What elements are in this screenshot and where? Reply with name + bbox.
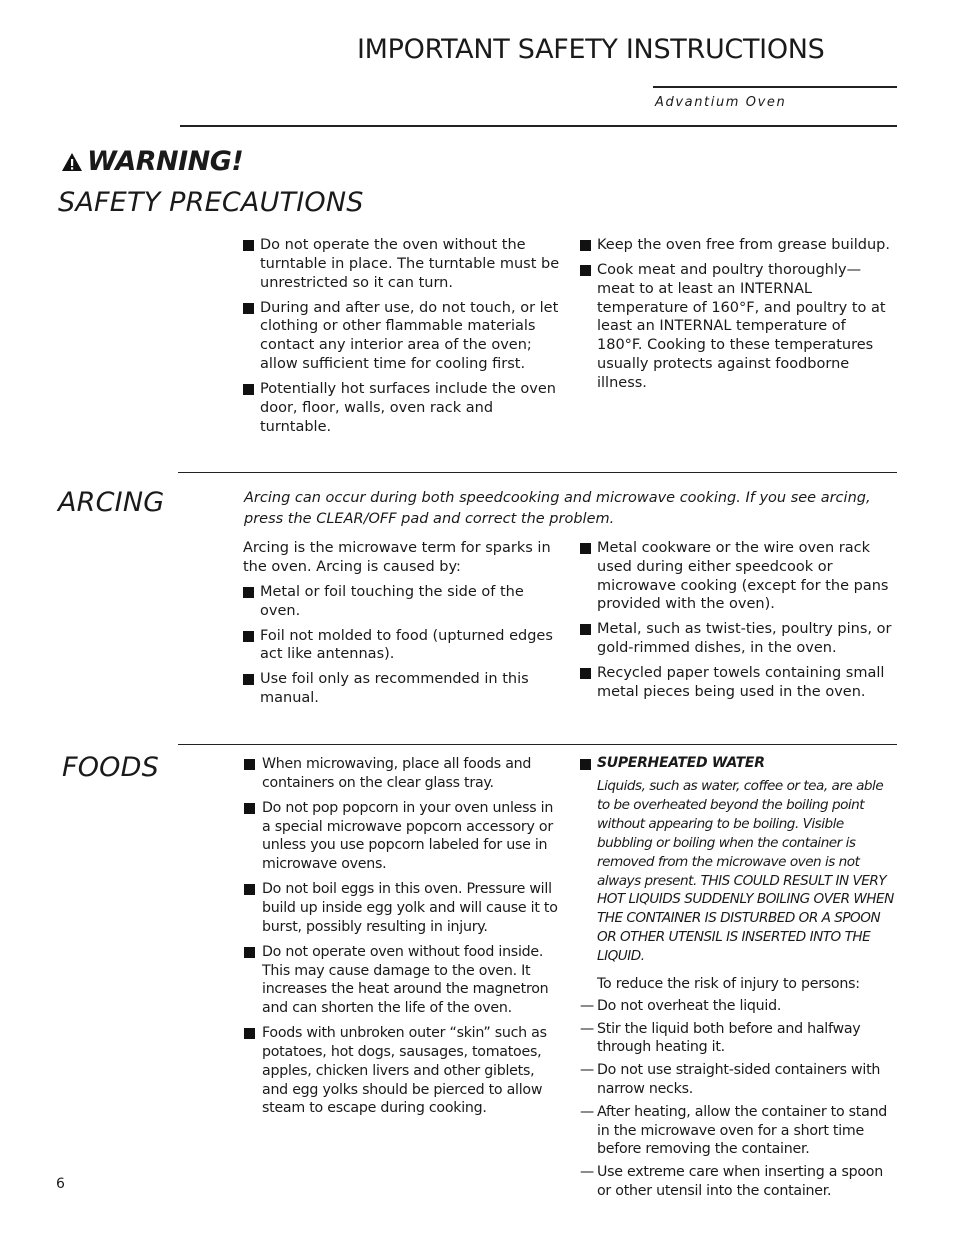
bullet-square-icon	[580, 543, 591, 554]
list-item	[580, 261, 892, 393]
dash-list-item	[580, 1061, 898, 1099]
dash-list-item	[580, 1020, 898, 1058]
list-item-text: Metal, such as twist-ties, poultry pins, or gold-rimmed dishes, in the oven.	[597, 621, 892, 657]
arcing-heading: ARCING	[58, 487, 165, 518]
list-item-text: Recycled paper towels containing small metal pieces being used in the oven.	[597, 665, 885, 700]
list-item-text: Foods with unbroken outer “skin” such as potatoes, hot dogs, sausages, tomatoes, apples, chicken livers and other giblets, and egg yolks should be pierced to allow steam to escape during cooking.	[262, 1025, 547, 1117]
dash-item-text: Do not overheat the liquid.	[597, 997, 782, 1014]
list-item-text: Metal or foil touching the side of the oven.	[260, 583, 524, 619]
dash-list-item	[580, 1103, 898, 1159]
dash-marker: —	[580, 1164, 594, 1181]
list-item	[580, 664, 892, 702]
list-item	[243, 670, 565, 708]
product-subtitle: Advantium Oven	[655, 95, 787, 110]
list-item-text: During and after use, do not touch, or let clothing or other flammable materials contact any interior area of the oven; allow sufficient time for cooling first.	[260, 299, 559, 372]
arcing-right-column	[580, 539, 892, 708]
list-item-text: Potentially hot surfaces include the oven door, floor, walls, oven rack and turntable.	[260, 380, 556, 435]
dash-marker: —	[580, 1103, 594, 1120]
list-item-text: Cook meat and poultry thoroughly—meat to at least an INTERNAL temperature of 160°F, and poultry to at least an INTERNAL temperature of 180°F. Cooking to these temperatures usually protects against foodborne illness.	[597, 261, 886, 391]
list-item	[580, 539, 892, 614]
foods-left-column	[244, 755, 562, 1124]
safety-left-list	[243, 236, 565, 436]
list-item-text: Foil not molded to food (upturned edges act like antennas).	[260, 627, 553, 663]
arcing-left-list	[243, 583, 565, 708]
bullet-square-icon	[243, 384, 254, 395]
list-item	[244, 880, 562, 936]
warning-triangle-icon	[61, 152, 83, 172]
foods-divider	[178, 744, 897, 745]
bullet-square-icon	[243, 240, 254, 251]
bullet-square-icon	[244, 803, 255, 814]
list-item	[580, 236, 892, 255]
bullet-square-icon	[243, 631, 254, 642]
arcing-divider	[178, 472, 897, 473]
superheated-water-column	[580, 755, 898, 1205]
bullet-square-icon	[244, 759, 255, 770]
bullet-square-icon	[580, 240, 591, 251]
bullet-square-icon	[580, 759, 591, 770]
bullet-square-icon	[243, 674, 254, 685]
list-item	[580, 620, 892, 658]
list-item	[244, 1024, 562, 1118]
list-item-text: Do not operate the oven without the turntable in place. The turntable must be unrestricted so it can turn.	[260, 237, 560, 291]
arcing-lead: Arcing is the microwave term for sparks in the oven. Arcing is caused by:	[243, 540, 551, 575]
list-item-text: Metal cookware or the wire oven rack used during either speedcook or microwave cooking (except for the pans provided with the oven).	[597, 540, 889, 613]
bullet-square-icon	[244, 1028, 255, 1039]
list-item	[243, 627, 565, 665]
dash-marker: —	[580, 1020, 594, 1037]
safety-right-column	[580, 236, 892, 399]
warning-text: WARNING!	[87, 146, 244, 177]
dash-list-item	[580, 1163, 898, 1201]
dash-item-text: Use extreme care when inserting a spoon or other utensil into the container.	[597, 1164, 883, 1200]
arcing-intro: Arcing can occur during both speedcooking and microwave cooking. If you see arcing, press the CLEAR/OFF pad and correct the problem.	[244, 490, 871, 527]
safety-precautions-heading: SAFETY PRECAUTIONS	[58, 187, 364, 218]
bullet-square-icon	[580, 265, 591, 276]
list-item-text: Do not pop popcorn in your oven unless in a special microwave popcorn accessory or unless you use popcorn labeled for use in microwave ovens.	[262, 799, 554, 873]
list-item	[243, 236, 565, 292]
list-item-text: Use foil only as recommended in this manual.	[260, 671, 529, 707]
list-item	[244, 943, 562, 1018]
bullet-square-icon	[243, 303, 254, 314]
list-item	[243, 380, 565, 436]
foods-heading: FOODS	[62, 752, 159, 783]
superheated-water-body: Liquids, such as water, coffee or tea, are able to be overheated beyond the boiling point without appearing to be boiling. Visible bubbling or boiling when the container is removed from the microwave oven is not always present. THIS COULD RESULT IN VERY HOT LIQUIDS SUDDENLY BOILING OVER WHEN THE CONTAINER IS DISTURBED OR A SPOON OR OTHER UTENSIL IS INSERTED INTO THE LIQUID.	[597, 778, 894, 965]
safety-left-column	[243, 236, 565, 443]
dash-marker: —	[580, 997, 594, 1014]
list-item	[244, 755, 562, 793]
foods-left-list	[244, 755, 562, 1118]
dash-list-item	[580, 997, 898, 1016]
list-item-text: Do not operate oven without food inside. This may cause damage to the oven. It increases the heat around the magnetron and can shorten the life of the oven.	[262, 943, 549, 1017]
arcing-right-list	[580, 539, 892, 702]
list-item	[244, 799, 562, 874]
page-number: 6	[56, 1176, 65, 1192]
bullet-square-icon	[244, 884, 255, 895]
dash-marker: —	[580, 1062, 594, 1079]
header-divider	[653, 86, 897, 88]
bullet-square-icon	[243, 587, 254, 598]
superheated-water-list	[580, 997, 898, 1201]
dash-item-text: Do not use straight-sided containers with narrow necks.	[597, 1062, 881, 1098]
list-item	[243, 299, 565, 374]
superheated-water-heading: SUPERHEATED WATER	[580, 755, 898, 771]
top-divider	[180, 125, 897, 127]
dash-item-text: After heating, allow the container to stand in the microwave oven for a short time before removing the container.	[597, 1103, 888, 1158]
list-item	[243, 583, 565, 621]
bullet-square-icon	[244, 947, 255, 958]
superheated-water-lead: To reduce the risk of injury to persons:	[597, 976, 860, 993]
page-title: IMPORTANT SAFETY INSTRUCTIONS	[357, 34, 825, 65]
list-item-text: Keep the oven free from grease buildup.	[597, 237, 890, 253]
list-item-text: Do not boil eggs in this oven. Pressure will build up inside egg yolk and will cause it to burst, possibly resulting in injury.	[262, 881, 558, 935]
arcing-left-column	[243, 539, 565, 714]
warning-label	[61, 146, 243, 177]
bullet-square-icon	[580, 624, 591, 635]
dash-item-text: Stir the liquid both before and halfway through heating it.	[597, 1020, 861, 1056]
safety-right-list	[580, 236, 892, 393]
bullet-square-icon	[580, 668, 591, 679]
list-item-text: When microwaving, place all foods and containers on the clear glass tray.	[262, 756, 532, 791]
